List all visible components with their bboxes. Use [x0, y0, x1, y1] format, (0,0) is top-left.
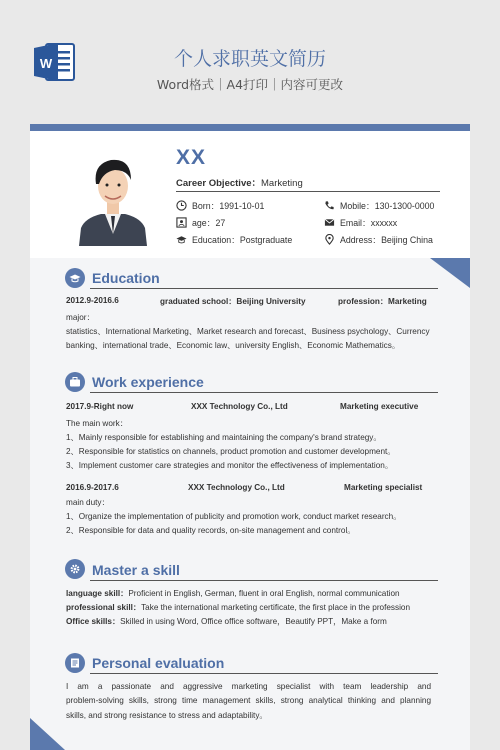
evaluation-heading: Personal evaluation [92, 655, 225, 671]
education-heading: Education [92, 270, 160, 286]
work-section-icon [65, 372, 85, 392]
skills-heading: Master a skill [92, 562, 180, 578]
job-1-period: 2017.9-Right now [66, 402, 134, 411]
evaluation-line-1: I am a passionate and aggressive marketing specialist with team leadership and [66, 682, 431, 691]
mobile-text: Mobile：130-1300-0000 [340, 201, 435, 211]
profile-photo [75, 150, 151, 246]
education-major-line-2: banking、international trade、Economic law、university English、Economic Mathematics。 [66, 341, 401, 350]
job-2-role: Marketing specialist [344, 483, 423, 492]
job-1-item-2: 2、Responsible for statistics on channels, product promotion and customer development。 [66, 447, 396, 456]
graduation-cap-icon [176, 234, 187, 245]
education-school: graduated school：Beijing University [160, 297, 306, 306]
work-divider [90, 392, 438, 393]
education-profession: profession：Marketing [338, 297, 427, 306]
document-icon [69, 657, 81, 669]
address-info [324, 233, 433, 246]
candidate-name: XX [176, 146, 207, 169]
evaluation-line-3: skills, and strong resistance to stress and adaptability。 [66, 711, 268, 720]
svg-text:W: W [39, 56, 53, 71]
briefcase-icon [69, 376, 81, 388]
education-divider [90, 288, 438, 289]
born-info [176, 199, 264, 212]
skill-office [66, 616, 387, 627]
mail-icon [324, 217, 335, 228]
skill-language [66, 588, 400, 599]
job-1-company: XXX Technology Co., Ltd [191, 402, 288, 411]
location-pin-icon [324, 234, 335, 245]
skills-divider [90, 580, 438, 581]
skills-section-icon [65, 559, 85, 579]
education-major-label: major： [66, 313, 95, 322]
corner-decoration-left [30, 718, 65, 750]
objective-value: Marketing [261, 178, 303, 189]
job-2-item-2: 2、Responsible for data and quality records, on-site management and control。 [66, 526, 356, 535]
profile-divider [176, 191, 440, 192]
job-2-company: XXX Technology Co., Ltd [188, 483, 285, 492]
email-info [324, 216, 397, 229]
id-card-icon [176, 217, 187, 228]
graduation-cap-icon [69, 272, 81, 284]
education-info [176, 233, 292, 246]
page-title: 个人求职英文简历 [173, 48, 326, 70]
evaluation-line-2: problem-solving skills, strong time management skills, strong analytical thinking and planning [66, 696, 431, 705]
skill-professional-value: Take the international marketing certificate, the first place in the profession [141, 603, 411, 612]
email-text: Email：xxxxxx [340, 218, 398, 228]
objective-label: Career Objective： [176, 178, 262, 189]
born-text: Born：1991-10-01 [192, 201, 265, 211]
education-text: Education：Postgraduate [192, 235, 293, 245]
mobile-info [324, 199, 434, 212]
education-section-icon [65, 268, 85, 288]
top-accent-bar [30, 124, 470, 131]
address-text: Address：Beijing China [340, 235, 433, 245]
work-heading: Work experience [92, 374, 204, 390]
education-period: 2012.9-2016.6 [66, 296, 119, 305]
skill-office-value: Skilled in using Word, Office office software，Beautify PPT，Make a form [120, 617, 387, 626]
phone-icon [324, 200, 335, 211]
gear-icon [69, 563, 81, 575]
job-1-item-3: 3、Implement customer care strategies and monitor the effectiveness of implementation。 [66, 461, 394, 470]
evaluation-section-icon [65, 653, 85, 673]
job-1-intro: The main work： [66, 419, 128, 428]
clock-icon [176, 200, 187, 211]
age-text: age：27 [192, 218, 226, 228]
evaluation-divider [90, 673, 438, 674]
job-1-role: Marketing executive [340, 402, 419, 411]
page-subtitle: Word格式｜A4打印｜内容可更改 [156, 77, 344, 92]
job-1-item-1: 1、Mainly responsible for establishing and maintaining the company's brand strategy。 [66, 433, 382, 442]
age-info [176, 216, 225, 229]
career-objective [176, 175, 303, 189]
education-major-line-1: statistics、International Marketing、Market research and forecast、Business psychology、Currency [66, 327, 430, 336]
job-2-item-1: 1、Organize the implementation of publicity and promotion work, conduct market research。 [66, 512, 402, 521]
skill-office-label: Office skills： [66, 617, 121, 626]
job-2-period: 2016.9-2017.6 [66, 483, 119, 492]
skill-language-value: Proficient in English, German, fluent in oral English, normal communication [128, 589, 400, 598]
skill-professional-label: professional skill： [66, 603, 142, 612]
job-2-intro: main duty： [66, 498, 110, 507]
skill-professional [66, 602, 410, 613]
corner-decoration-right [430, 258, 470, 288]
skill-language-label: language skill： [66, 589, 129, 598]
